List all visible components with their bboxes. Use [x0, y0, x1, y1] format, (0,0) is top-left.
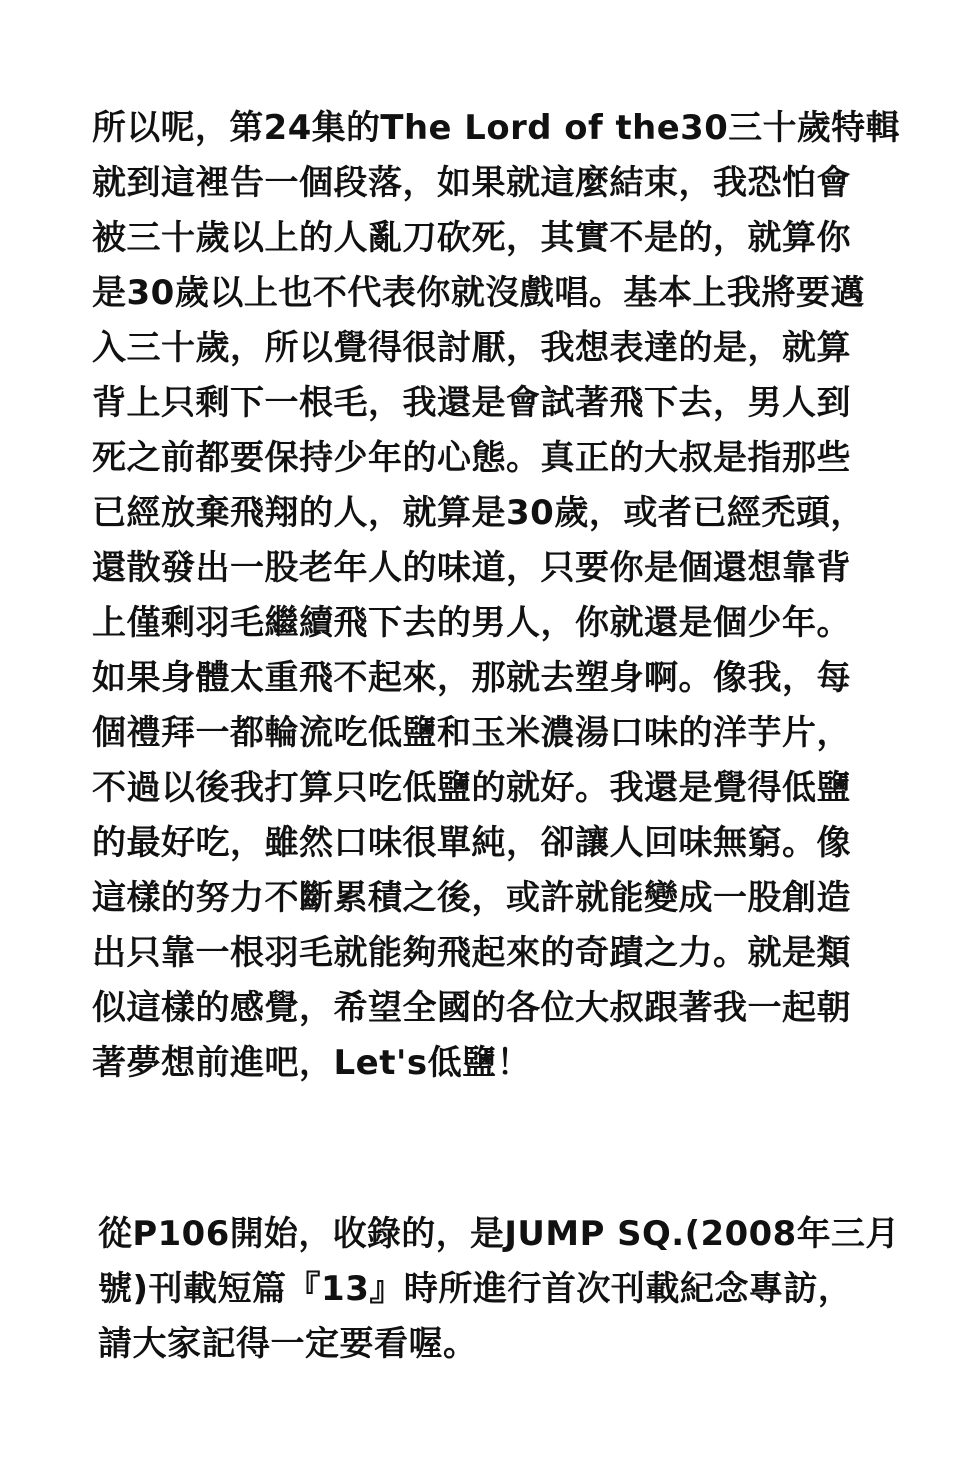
main-line: 被三十歲以上的人亂刀砍死，其實不是的，就算你 — [92, 218, 851, 258]
main-line: 還散發出一股老年人的味道，只要你是個還想靠背 — [92, 548, 851, 588]
main-line: 死之前都要保持少年的心態。真正的大叔是指那些 — [92, 438, 851, 478]
main-line: 似這樣的感覺，希望全國的各位大叔跟著我一起朝 — [92, 988, 851, 1028]
note-line: 請大家記得一定要看喔。 — [98, 1324, 478, 1364]
main-line: 所以呢，第24集的The Lord of the30三十歲特輯 — [92, 108, 900, 148]
main-line: 入三十歲，所以覺得很討厭，我想表達的是，就算 — [92, 328, 851, 368]
main-line: 已經放棄飛翔的人，就算是30歲，或者已經禿頭， — [92, 493, 865, 533]
main-line: 是30歲以上也不代表你就沒戲唱。基本上我將要邁 — [92, 273, 865, 313]
main-line: 的最好吃，雖然口味很單純，卻讓人回味無窮。像 — [92, 823, 851, 863]
main-line: 背上只剩下一根毛，我還是會試著飛下去，男人到 — [92, 383, 851, 423]
main-line: 出只靠一根羽毛就能夠飛起來的奇蹟之力。就是類 — [92, 933, 851, 973]
main-line: 上僅剩羽毛繼續飛下去的男人，你就還是個少年。 — [92, 603, 851, 643]
note-line: 號)刊載短篇『13』時所進行首次刊載紀念專訪， — [98, 1269, 853, 1309]
main-line: 不過以後我打算只吃低鹽的就好。我還是覺得低鹽 — [92, 768, 851, 808]
main-line: 個禮拜一都輪流吃低鹽和玉米濃湯口味的洋芋片， — [92, 713, 851, 753]
main-line: 著夢想前進吧，Let's低鹽！ — [92, 1043, 532, 1083]
main-line: 這樣的努力不斷累積之後，或許就能變成一股創造 — [92, 878, 851, 918]
note-line: 從P106開始，收錄的，是JUMP SQ.(2008年三月 — [98, 1214, 900, 1254]
main-line: 如果身體太重飛不起來，那就去塑身啊。像我，每 — [92, 658, 851, 698]
main-line: 就到這裡告一個段落，如果就這麼結束，我恐怕會 — [92, 163, 851, 203]
